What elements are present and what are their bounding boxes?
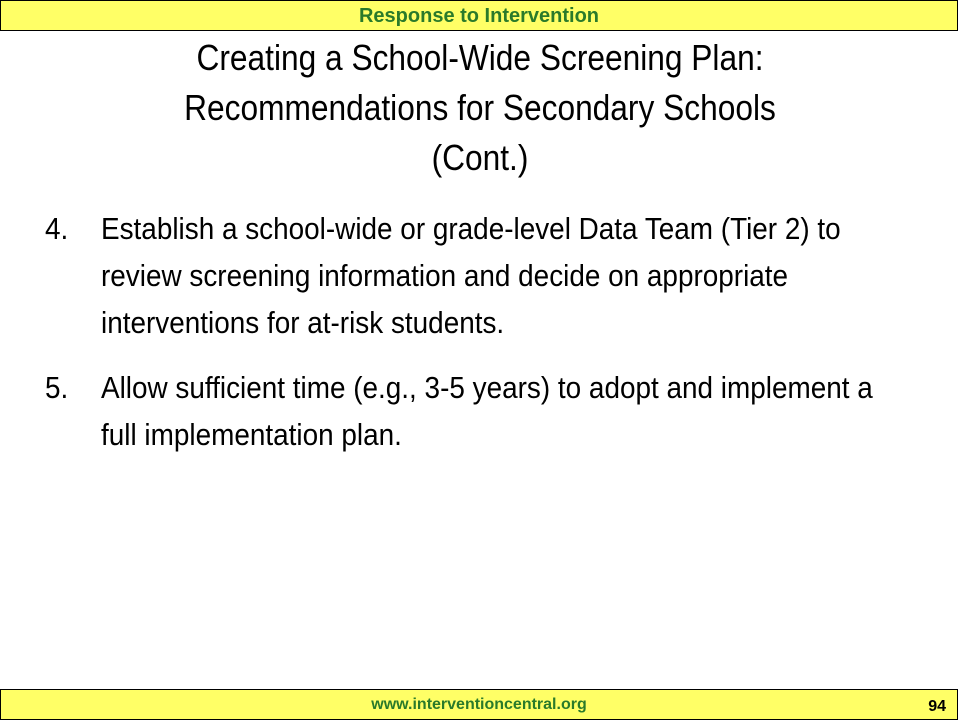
- list-item: [45, 205, 895, 346]
- footer-banner: [0, 689, 958, 720]
- header-banner-text: Response to Intervention: [358, 5, 600, 27]
- footer-url: www.interventioncentral.org: [371, 696, 587, 713]
- title-line-1: Creating a School-Wide Screening Plan:: [196, 37, 764, 78]
- list-item: [45, 364, 895, 458]
- list-item-number: 4.: [45, 211, 69, 246]
- list-item-text: Allow sufficient time (e.g., 3-5 years) to adopt and implement a full implementation plan.: [101, 370, 873, 452]
- title-line-3: (Cont.): [431, 137, 529, 178]
- list-item-text: Establish a school-wide or grade-level Data Team (Tier 2) to review screening information and decide on appropriate interventions for at-risk students.: [101, 211, 841, 340]
- title-line-2: Recommendations for Secondary Schools: [184, 87, 776, 128]
- slide-title: [93, 33, 867, 183]
- page-number: 94: [928, 698, 946, 715]
- list-item-number: 5.: [45, 370, 69, 405]
- recommendation-list: [45, 205, 895, 476]
- header-banner: [0, 0, 958, 31]
